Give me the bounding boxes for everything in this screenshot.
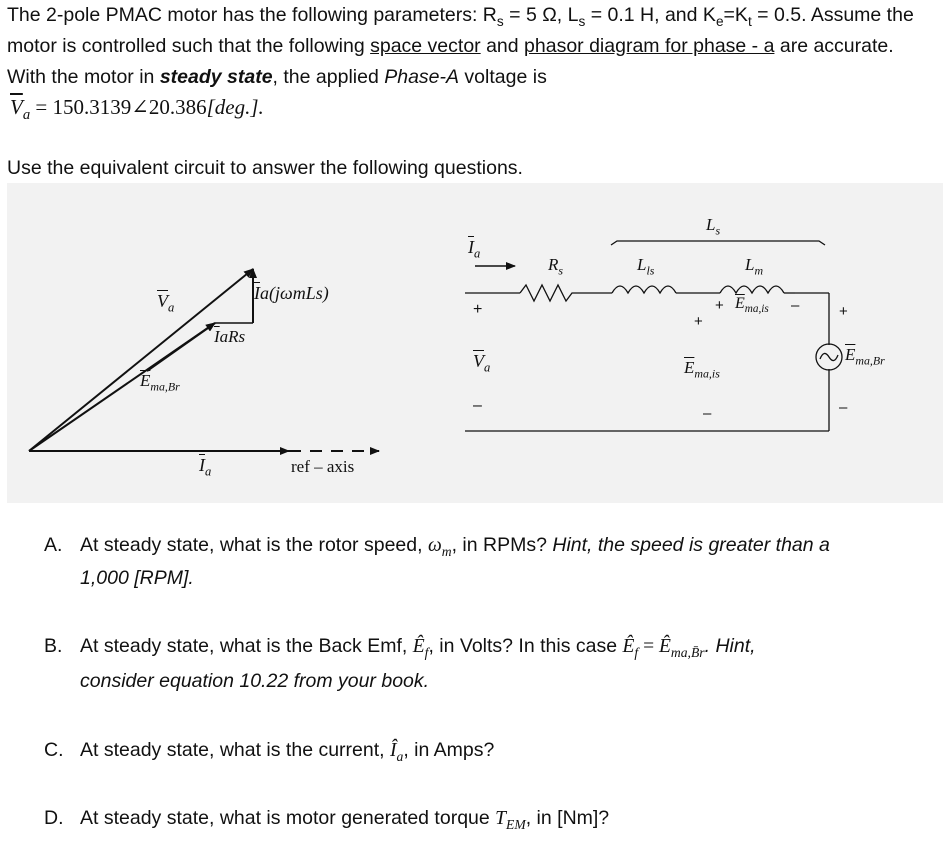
inductor-lm: [720, 286, 784, 293]
ref-axis-label: ref – axis: [291, 457, 355, 476]
space-vector-link[interactable]: space vector: [370, 35, 481, 57]
intro-text: =K: [723, 4, 748, 26]
ls-label: $L_s$: [706, 215, 721, 238]
emai-top-label: $\overline{E}_{ma,is}$: [735, 295, 769, 316]
question-d-label: D.: [44, 807, 64, 829]
va-label: $\overline{V}_a$: [157, 291, 175, 315]
ls-subscript: s: [578, 13, 586, 29]
inductor-lls: [612, 286, 676, 293]
intro-line-2: [7, 35, 894, 58]
question-a: A. At steady state, what is the rotor speed, $\omega_m$, in RPMs? Hint, the speed is greater than a: [44, 534, 830, 559]
figure-drawing: [7, 183, 943, 503]
question-b: B. At steady state, what is the Back Emf, $Ê_f$, in Volts? In this case $Ê_f$ = $Ê_{ma,B̄r}$. Hint,: [44, 635, 756, 660]
question-a-hint: Hint, the speed is greater than a: [552, 534, 830, 556]
ia-phasor-label: $\overline{I}_a$: [199, 455, 212, 479]
steady-state-emphasis: steady state: [159, 66, 273, 88]
voltage-symbol: $\overline{V}$: [10, 95, 23, 119]
kt-subscript: t: [747, 13, 752, 29]
intro-text: are accurate.: [774, 35, 894, 57]
intro-text: = 0.5. Assume the: [751, 4, 914, 26]
emai-mid-label: $\overline{E}_{ma,is}$: [684, 358, 720, 381]
question-c-label: C.: [44, 739, 64, 761]
rs-subscript: s: [496, 13, 504, 29]
ke-subscript: e: [715, 13, 724, 29]
ls-bracket: [611, 241, 825, 245]
source-minus-sign: –: [839, 399, 848, 416]
intro-text: = 0.1 H, and K: [585, 4, 716, 26]
voltage-unit: [deg.].: [206, 95, 264, 119]
resistor-rs: [520, 285, 612, 301]
question-c: C. At steady state, what is the current, $Î_a$, in Amps?: [44, 739, 495, 764]
question-b-hint: . Hint,: [704, 635, 756, 657]
phase-a-emphasis: Phase-A: [384, 66, 460, 88]
circuit-va-label: $\overline{V}_a$: [473, 351, 491, 375]
question-b-hint-cont: consider equation 10.22 from your book.: [80, 670, 430, 692]
ef-symbol: Ê: [412, 636, 425, 657]
question-a-label: A.: [44, 534, 63, 556]
va-plus-sign: +: [473, 301, 483, 318]
iars-label: $\overline{I}aRs$: [214, 327, 246, 346]
question-a-hint-cont: 1,000 [RPM].: [80, 567, 194, 589]
intro-text: = 5 Ω, L: [503, 4, 579, 26]
mid-minus-sign: –: [703, 405, 712, 422]
intro-text: With the motor in: [7, 66, 160, 88]
intro-text: , the applied: [272, 66, 385, 88]
intro-text: and: [480, 35, 525, 57]
rs-label: $R_s$: [548, 255, 564, 278]
instruction-text: Use the equivalent circuit to answer the following questions.: [7, 157, 523, 179]
torque-symbol: T: [495, 808, 507, 829]
lls-label: $L_{ls}$: [637, 255, 655, 278]
intro-line-3: [7, 66, 547, 89]
va-minus-sign: –: [473, 397, 482, 414]
omega-symbol: ω: [427, 535, 442, 556]
voltage-value: = 150.3139∠20.386: [30, 95, 207, 119]
question-d: D. At steady state, what is motor generated torque $T_{EM}$, in [Nm]?: [44, 807, 610, 832]
ema-br-label: $\overline{E}_{ma,Br}$: [140, 371, 180, 394]
voltage-subscript: a: [22, 107, 31, 124]
ia-symbol: Î: [389, 740, 397, 761]
emab-label: $\overline{E}_{ma,Br}$: [845, 345, 885, 368]
lm-label: $L_m$: [745, 255, 764, 278]
intro-text: The 2-pole PMAC motor has the following parameters: R: [7, 4, 497, 26]
source-plus-sign: +: [839, 303, 848, 320]
intro-line-1: [7, 4, 914, 29]
iajwls-label: $\overline{I}a(j\omega mLs)$: [254, 283, 329, 303]
circuit-figure: [7, 183, 943, 503]
mid-plus-sign: +: [694, 313, 703, 330]
emai-top-plus: +: [715, 297, 724, 314]
phasor-diagram-link[interactable]: phasor diagram for phase - a: [524, 35, 775, 57]
intro-text: voltage is: [459, 66, 547, 88]
question-b-label: B.: [44, 635, 63, 657]
circuit-ia-label: $\overline{I}_a$: [468, 237, 481, 261]
va-phasor-arrow: [29, 269, 253, 451]
emai-top-minus: –: [791, 297, 800, 314]
voltage-equation: [10, 95, 264, 124]
intro-text: motor is controlled such that the following: [7, 35, 371, 57]
